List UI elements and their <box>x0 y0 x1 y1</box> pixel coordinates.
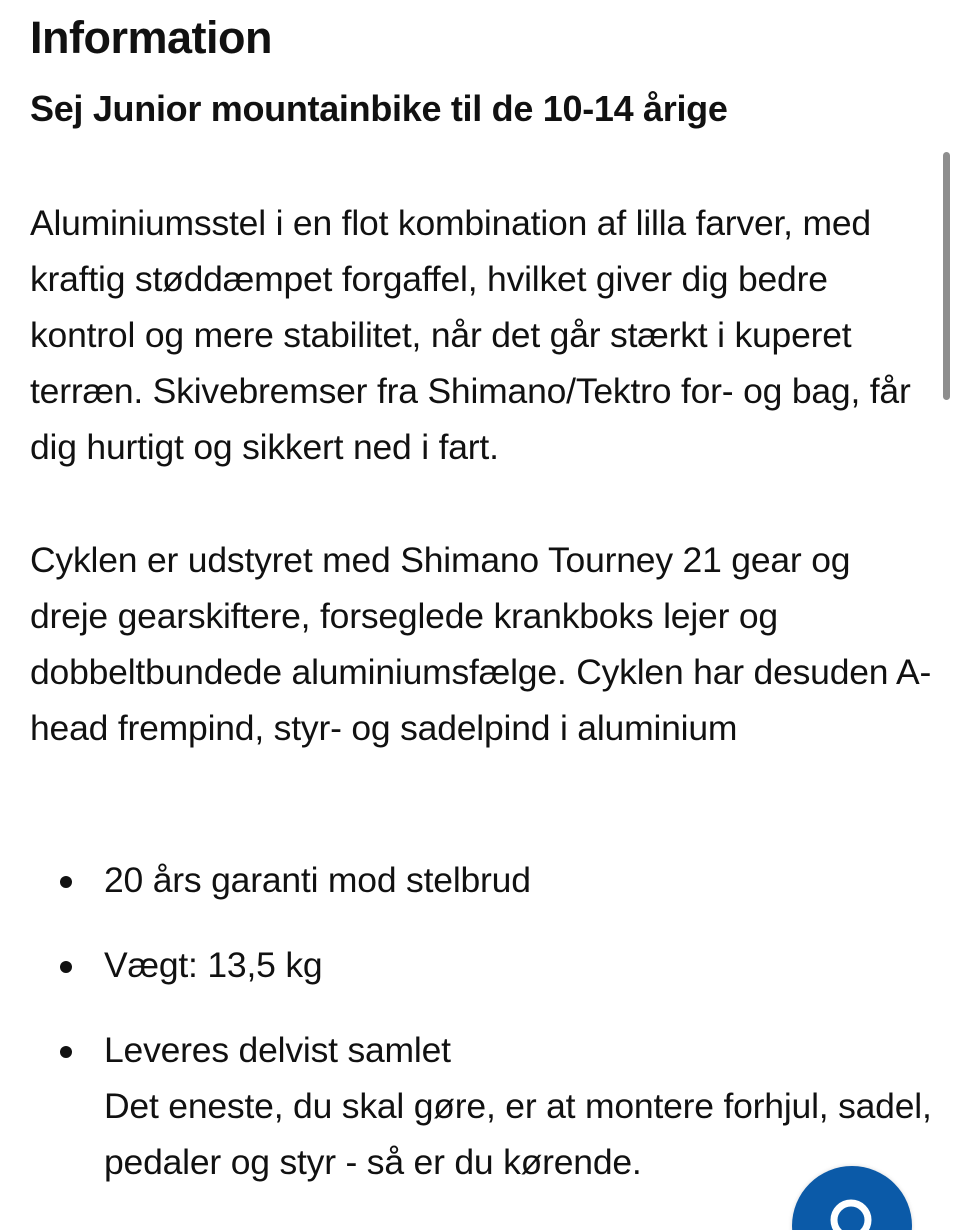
product-title: Sej Junior mountainbike til de 10-14 årige <box>30 88 728 129</box>
feature-text: 20 års garanti mod stelbrud <box>104 860 531 900</box>
bullet-icon <box>60 961 72 973</box>
feature-text: Leveres delvist samlet <box>104 1030 451 1070</box>
section-title: Information <box>30 12 272 63</box>
scrollbar[interactable] <box>943 152 950 400</box>
description-paragraph-2: Cyklen er udstyret med Shimano Tourney 21 gear og dreje gearskiftere, forseglede krankboks lejer og dobbeltbundede aluminiumsfælge. Cyklen har desuden A-head frempind, styr- og sadelpind i aluminium <box>30 540 932 748</box>
feature-list <box>30 852 935 1190</box>
bullet-icon <box>60 876 72 888</box>
list-item <box>30 937 935 993</box>
bullet-icon <box>60 1046 72 1058</box>
feature-note: Det eneste, du skal gøre, er at montere forhjul, sadel, pedaler og styr - så er du kørende. <box>104 1086 932 1182</box>
list-item <box>30 1022 935 1190</box>
search-chat-icon <box>823 1192 883 1230</box>
list-item <box>30 852 935 908</box>
feature-text: Vægt: 13,5 kg <box>104 945 323 985</box>
description-paragraph-1: Aluminiumsstel i en flot kombination af lilla farver, med kraftig støddæmpet forgaffel, hvilket giver dig bedre kontrol og mere stabilitet, når det går stærkt i kuperet terræn. Skivebremser fra Shimano/Tektro for- og bag, får dig hurtigt og sikkert ned i fart. <box>30 203 911 467</box>
